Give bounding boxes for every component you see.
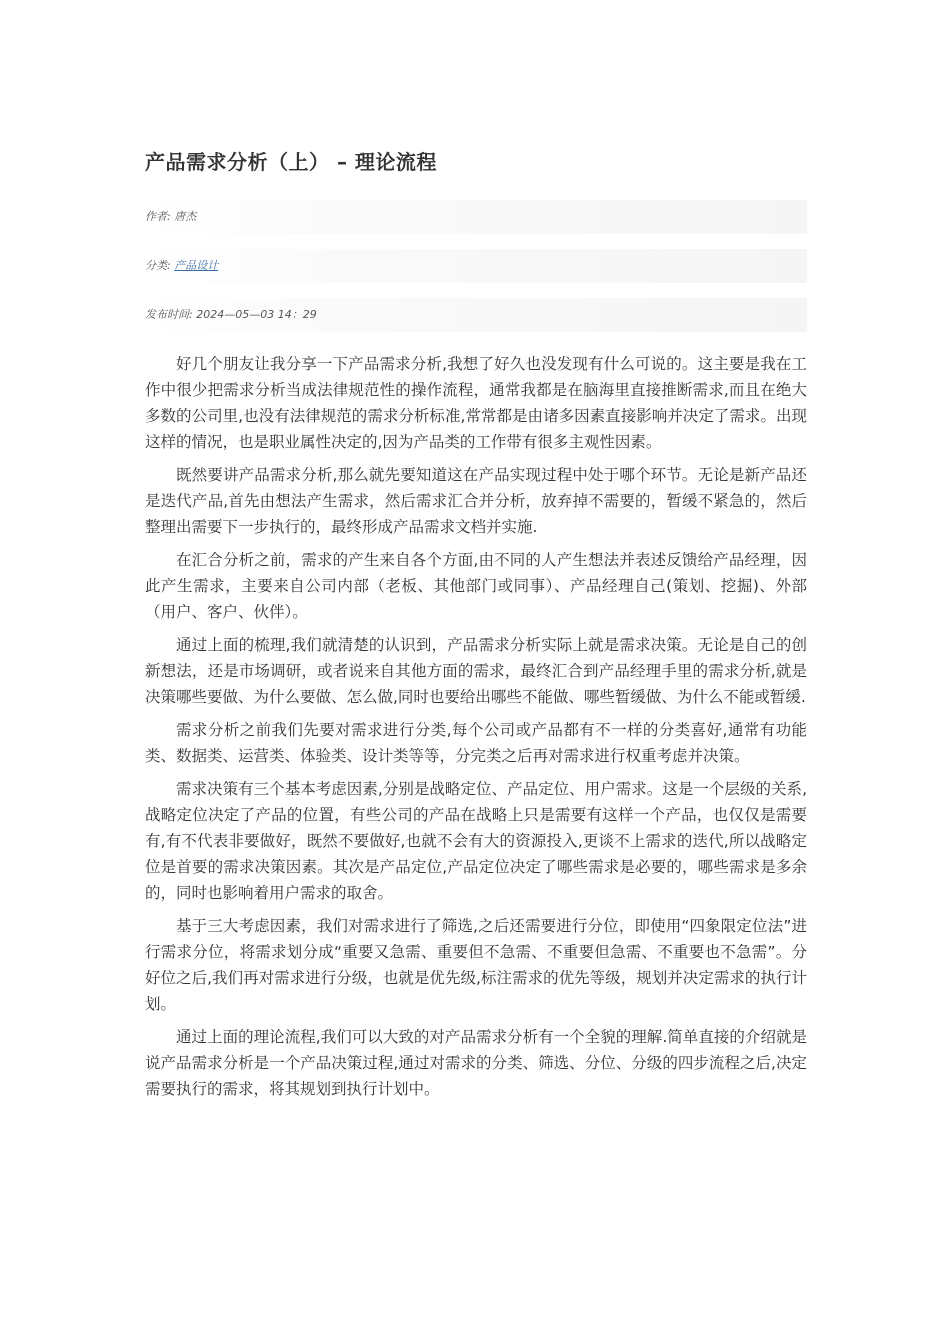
article-paragraph: 通过上面的梳理,我们就清楚的认识到，产品需求分析实际上就是需求决策。无论是自己的创新想法，还是市场调研，或者说来自其他方面的需求，最终汇合到产品经理手里的需求分析,就是决策哪些要做、为什么要做、怎么做,同时也要给出哪些不能做、哪些暂缓做、为什么不能或暂缓. bbox=[145, 636, 807, 706]
article-paragraph: 基于三大考虑因素，我们对需求进行了筛选,之后还需要进行分位，即使用“四象限定位法”进行需求分位，将需求划分成“重要又急需、重要但不急需、不重要但急需、不重要也不急需”。分好位之后,我们再对需求进行分级，也就是优先级,标注需求的优先等级，规划并决定需求的执行计划。 bbox=[145, 917, 807, 1013]
publish-time-label: 发布时间: bbox=[145, 308, 193, 321]
category-row bbox=[145, 249, 807, 283]
article-paragraph: 需求决策有三个基本考虑因素,分别是战略定位、产品定位、用户需求。这是一个层级的关系,战略定位决定了产品的位置，有些公司的产品在战略上只是需要有这样一个产品，也仅仅是需要有,有不代表非要做好，既然不要做好,也就不会有大的资源投入,更谈不上需求的迭代,所以战略定位是首要的需求决策因素。其次是产品定位,产品定位决定了哪些需求是必要的，哪些需求是多余的，同时也影响着用户需求的取舍。 bbox=[145, 780, 807, 902]
article-title: 产品需求分析（上） – 理论流程 bbox=[145, 150, 437, 174]
author-label: 作者: bbox=[145, 210, 171, 223]
category-label: 分类: bbox=[145, 259, 171, 272]
article-paragraph: 需求分析之前我们先要对需求进行分类,每个公司或产品都有不一样的分类喜好,通常有功能类、数据类、运营类、体验类、设计类等等，分完类之后再对需求进行权重考虑并决策。 bbox=[145, 721, 807, 765]
category-link[interactable]: 产品设计 bbox=[174, 259, 219, 272]
article-body bbox=[145, 351, 807, 1109]
article-paragraph: 通过上面的理论流程,我们可以大致的对产品需求分析有一个全貌的理解.简单直接的介绍就是说产品需求分析是一个产品决策过程,通过对需求的分类、筛选、分位、分级的四步流程之后,决定需要执行的需求，将其规划到执行计划中。 bbox=[145, 1028, 807, 1098]
article-paragraph: 既然要讲产品需求分析,那么就先要知道这在产品实现过程中处于哪个环节。无论是新产品还是迭代产品,首先由想法产生需求，然后需求汇合并分析，放弃掉不需要的，暂缓不紧急的，然后整理出需要下一步执行的，最终形成产品需求文档并实施. bbox=[145, 466, 807, 536]
author-name: 唐杰 bbox=[174, 210, 197, 223]
article-paragraph: 好几个朋友让我分享一下产品需求分析,我想了好久也没发现有什么可说的。这主要是我在工作中很少把需求分析当成法律规范性的操作流程，通常我都是在脑海里直接推断需求,而且在绝大多数的公司里,也没有法律规范的需求分析标准,常常都是由诸多因素直接影响并决定了需求。出现这样的情况，也是职业属性决定的,因为产品类的工作带有很多主观性因素。 bbox=[145, 355, 807, 451]
author-row bbox=[145, 200, 807, 234]
publish-time-value: 2024—05—03 14：29 bbox=[196, 308, 317, 321]
publish-time-row bbox=[145, 298, 807, 332]
article-paragraph: 在汇合分析之前，需求的产生来自各个方面,由不同的人产生想法并表述反馈给产品经理，因此产生需求，主要来自公司内部（老板、其他部门或同事）、产品经理自己(策划、挖掘)、外部（用户、客户、伙伴）。 bbox=[145, 551, 807, 621]
